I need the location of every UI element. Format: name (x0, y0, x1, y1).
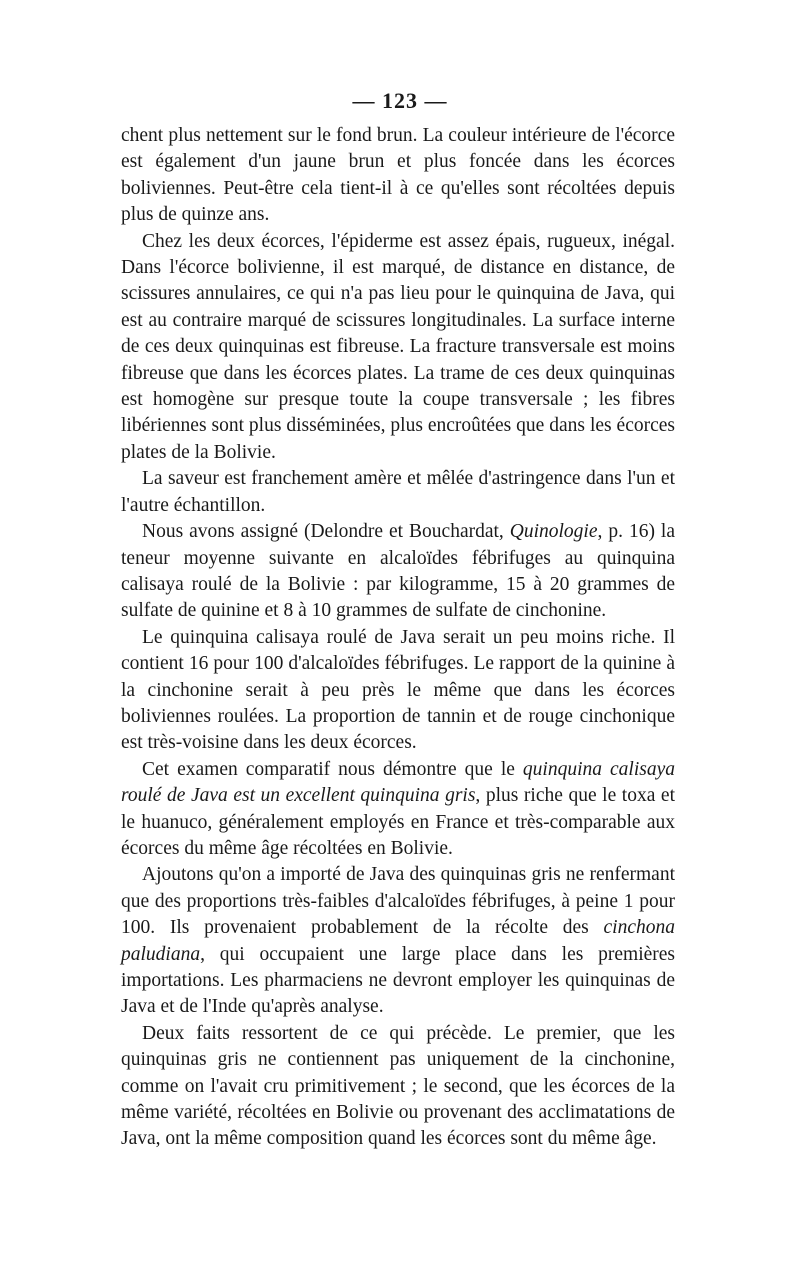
paragraph (121, 519, 675, 625)
paragraph: Deux faits ressortent de ce qui précède. Le premier, que les quinquinas gris ne contiennent pas uniquement de la cinchonine, comme on l'avait cru primitivement ; le second, que les écorces de la même variété, récoltées en Bolivie ou provenant des acclimatations de Java, ont la même composition quand les écorces sont du même âge. (121, 1022, 675, 1150)
text-span: Cet examen comparatif nous démontre que le (142, 758, 523, 780)
text-span: , qui occupaient une large place dans les premières importations. Les pharmaciens ne devront employer les quinquinas de Java et de l'Inde qu'après analyse. (121, 943, 675, 1018)
page-number: — 123 — (352, 88, 448, 113)
paragraph: La saveur est franchement amère et mêlée d'astringence dans l'un et l'autre échantillon. (121, 468, 675, 516)
species-name: cinchona paludiana (121, 917, 675, 965)
text-span: Ajoutons qu'on a importé de Java des quinquinas gris ne renfermant que des proportions très-faibles d'alcaloïdes fébrifuges, à peine 1 pour 100. Ils provenaient probablement de la récolte des (121, 864, 675, 939)
text-span: , p. 16) la teneur moyenne suivante en alcaloïdes fébrifuges au quinquina calisaya roulé de la Bolivie : par kilogramme, 15 à 20 grammes de sulfate de quinine et 8 à 10 grammes de sulfate de cinchonine. (121, 521, 675, 622)
text-span: Nous avons assigné (Delondre et Bouchardat, (142, 521, 510, 543)
paragraph (121, 862, 675, 1020)
page-body (121, 123, 675, 1153)
book-title: Quinologie (509, 521, 598, 543)
paragraph: chent plus nettement sur le fond brun. La couleur intérieure de l'écorce est également d'un jaune brun et plus foncée dans les écorces boliviennes. Peut-être cela tient-il à ce qu'elles sont récoltées depuis plus de quinze ans. (121, 125, 675, 226)
paragraph: Le quinquina calisaya roulé de Java serait un peu moins riche. Il contient 16 pour 100 d'alcaloïdes fébrifuges. Le rapport de la quinine à la cinchonine serait à peu près le même que dans les écorces boliviennes roulées. La proportion de tannin et de rouge cinchonique est très-voisine dans les deux écorces. (121, 626, 675, 754)
paragraph: Chez les deux écorces, l'épiderme est assez épais, rugueux, inégal. Dans l'écorce bolivienne, il est marqué, de distance en distance, de scissures annulaires, ce qui n'a pas lieu pour le quinquina de Java, qui est au contraire marqué de scissures longitudinales. La surface interne de ces deux quinquinas est fibreuse. La fracture transversale est moins fibreuse que dans les écorces plates. La trame de ces deux quinquinas est homogène sur presque toute la coupe transversale ; les fibres libériennes sont plus disséminées, plus encroûtées que dans les écorces plates de la Bolivie. (121, 230, 675, 463)
italic-phrase: quinquina calisaya roulé de Java est un excellent quinquina gris (121, 758, 675, 807)
paragraph (121, 757, 675, 863)
text-span: , plus riche que le toxa et le huanuco, généralement employés en France et très-comparable aux écorces du même âge récoltées en Bolivie. (121, 785, 675, 859)
